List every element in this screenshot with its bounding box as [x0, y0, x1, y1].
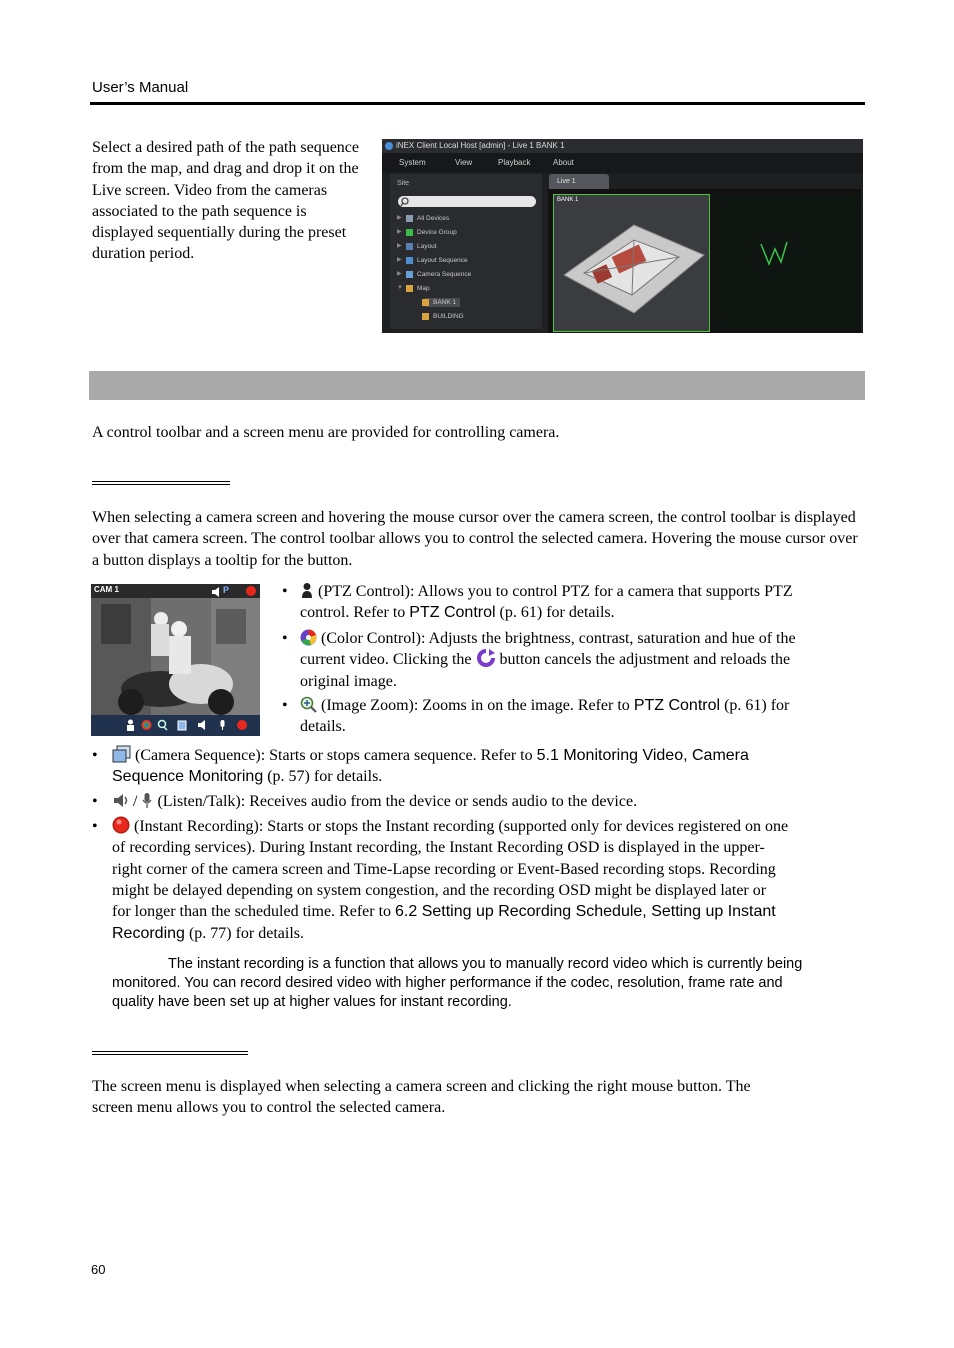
site-search-input[interactable] [398, 196, 536, 207]
toolbar-intro: When selecting a camera screen and hovering the mouse cursor over the camera screen, the control toolbar is displayed over that camera screen. The control toolbar allows you to control the selected camera. Hovering the mouse cursor over a button displays a tooltip for the button. [92, 509, 858, 569]
subsection-rule-1 [92, 481, 230, 482]
devices-icon [406, 215, 413, 222]
menu-view[interactable]: View [455, 158, 473, 167]
camera-sequence-icon[interactable] [177, 719, 188, 731]
camera-screenshot [91, 584, 260, 736]
subsection-rule-2b [92, 1054, 248, 1055]
subsection-rule-2 [92, 1051, 248, 1052]
site-label: Site [397, 180, 410, 187]
speaker-osd-icon [211, 587, 223, 597]
tab-live-1[interactable]: Live 1 [549, 174, 609, 189]
cell-label: BANK 1 [557, 197, 579, 203]
camera-cell-empty[interactable] [711, 194, 859, 330]
link-ptz-control[interactable]: PTZ Control [409, 604, 496, 622]
talk-icon[interactable] [217, 719, 228, 731]
menu-playback[interactable]: Playback [498, 158, 531, 167]
app-logo-icon [385, 142, 393, 150]
listen-icon [112, 792, 129, 809]
subsection-rule-1b [92, 484, 230, 485]
tree-item-bank-1[interactable]: BANK 1 [425, 298, 460, 307]
link-ptz-control-2[interactable]: PTZ Control [633, 697, 721, 714]
camera-label: CAM 1 [94, 585, 119, 594]
note-block: The instant recording is a function that allows you to manually record video which is currently being monitored. You can record desired video with higher performance if the codec, resolution, frame rate and quality have been set up at higher values for instant recording. [112, 956, 803, 1010]
ptz-control-icon[interactable] [125, 719, 136, 731]
layout-sequence-icon [406, 257, 413, 264]
site-panel: Site ▶ All Devices ▶ Device Group ▶ Layout ▶ Layout Sequence ▶ Camera Sequence ▼ Map BANK 1 BUILDING [390, 174, 542, 329]
listen-icon[interactable] [197, 719, 208, 731]
color-control-icon [300, 629, 317, 646]
no-signal-icon [711, 194, 859, 330]
header-title: User’s Manual [92, 79, 189, 96]
group-icon [406, 229, 413, 236]
menu-system[interactable]: System [399, 158, 426, 167]
layout-icon [406, 243, 413, 250]
talk-icon [141, 792, 153, 809]
image-zoom-icon[interactable] [157, 719, 168, 731]
ptz-control-icon [300, 582, 314, 599]
image-zoom-icon [300, 696, 317, 713]
color-reset-icon [476, 649, 496, 667]
map-icon [406, 285, 413, 292]
map-icon [422, 299, 429, 306]
intro-paragraph: Select a desired path of the path sequence from the map, and drag and drop it on the Live screen. Video from the cameras associated to the path sequence is displayed sequentially during the preset duration period. [92, 139, 359, 263]
color-control-icon[interactable] [141, 719, 152, 731]
link-instant-recording[interactable]: Recording [112, 924, 185, 942]
camera-sequence-icon [406, 271, 413, 278]
camera-cell-map[interactable] [553, 194, 710, 332]
window-titlebar [382, 139, 863, 153]
camera-control-toolbar [91, 715, 260, 736]
search-icon [400, 197, 410, 207]
section-heading-bar [89, 371, 865, 400]
camera-video-image [91, 584, 260, 736]
link-sequence-monitoring[interactable]: Sequence Monitoring [112, 768, 264, 786]
page-number: 60 [91, 1262, 106, 1277]
recording-osd-icon [246, 586, 256, 596]
window-title: iNEX Client Local Host [admin] - Live 1 BANK 1 [396, 141, 565, 150]
link-monitoring-video[interactable]: 5.1 Monitoring Video, Camera [536, 747, 749, 764]
audio-badge: P [223, 585, 230, 595]
menu-about[interactable]: About [553, 158, 574, 167]
camera-sequence-icon [112, 745, 131, 763]
menu-bar [382, 153, 863, 173]
link-recording-schedule[interactable]: 6.2 Setting up Recording Schedule, Setting up Instant [395, 903, 776, 921]
instant-recording-icon [112, 816, 130, 834]
instant-recording-icon[interactable] [237, 720, 247, 730]
building-map-image [554, 195, 709, 331]
inex-client-screenshot [382, 139, 863, 333]
map-icon [422, 313, 429, 320]
section-intro: A control toolbar and a screen menu are provided for controlling camera. [92, 424, 560, 441]
header-rule [90, 102, 865, 105]
screen-menu-paragraph: The screen menu is displayed when selecting a camera screen and clicking the right mouse button. The screen menu allows you to control the selected camera. [92, 1078, 751, 1117]
